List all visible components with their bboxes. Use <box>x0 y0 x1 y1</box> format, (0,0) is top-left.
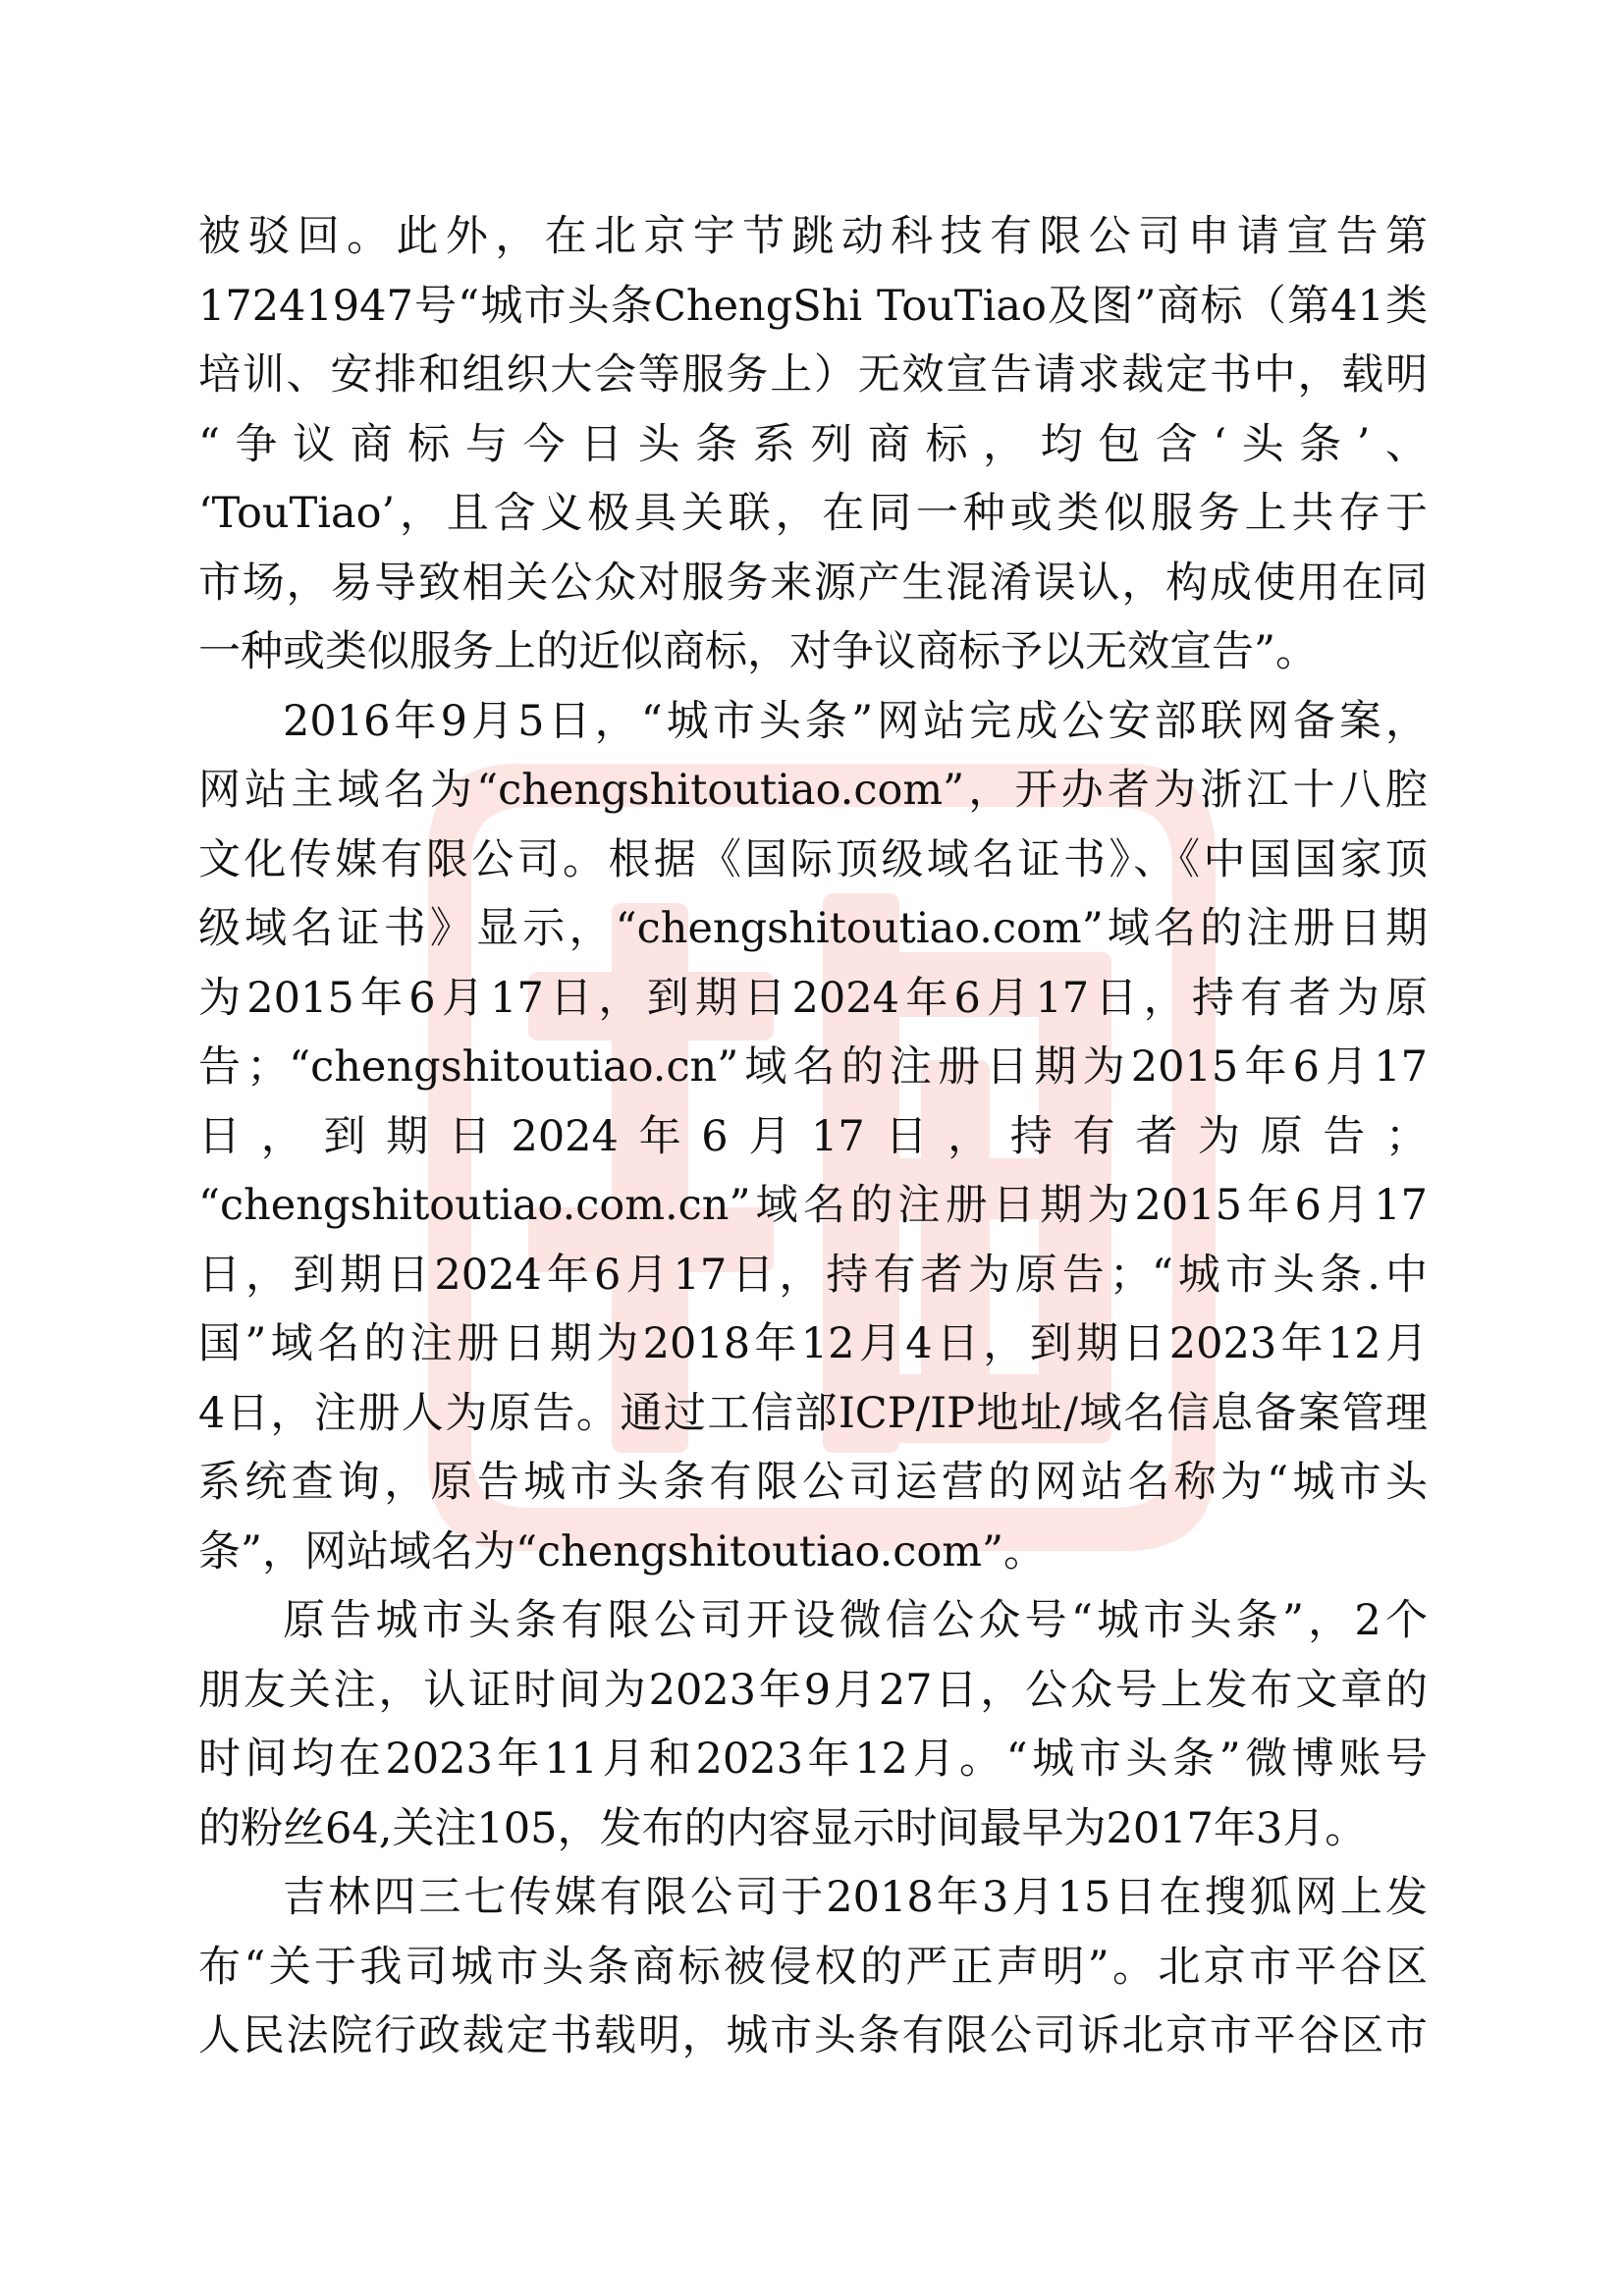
paragraph-line: 日，到期日2024年6月17日，持有者为原告； <box>198 1111 1428 1161</box>
paragraph-line: ‘TouTiao’，且含义极具关联，在同一种或类似服务上共存于 <box>198 489 1428 538</box>
paragraph-line: 朋友关注，认证时间为2023年9月27日，公众号上发布文章的 <box>198 1665 1428 1715</box>
paragraph-line: 文化传媒有限公司。根据《国际顶级域名证书》、《中国国家顶 <box>198 834 1428 884</box>
paragraph-line: 2016年9月5日，“城市头条”网站完成公安部联网备案， <box>283 696 1428 746</box>
paragraph-line: 日，到期日2024年6月17日，持有者为原告；“城市头条.中 <box>198 1250 1428 1300</box>
paragraph-line: 为2015年6月17日，到期日2024年6月17日，持有者为原 <box>198 973 1428 1023</box>
paragraph-line: “chengshitoutiao.com.cn”域名的注册日期为2015年6月17 <box>198 1181 1428 1230</box>
document-body <box>198 202 1428 2071</box>
paragraph-2 <box>198 687 1428 1587</box>
paragraph-line: 原告城市头条有限公司开设微信公众号“城市头条”，2个 <box>283 1596 1428 1645</box>
paragraph-line: 级域名证书》显示，“chengshitoutiao.com”域名的注册日期 <box>198 904 1428 953</box>
paragraph-line: 人民法院行政裁定书载明，城市头条有限公司诉北京市平谷区市 <box>198 2011 1428 2060</box>
paragraph-line: 4日，注册人为原告。通过工信部ICP/IP地址/域名信息备案管理 <box>198 1388 1428 1438</box>
paragraph-line: 时间均在2023年11月和2023年12月。“城市头条”微博账号 <box>198 1735 1428 1784</box>
paragraph-line: 被驳回。此外，在北京宇节跳动科技有限公司申请宣告第 <box>198 212 1428 261</box>
paragraph-line: 系统查询，原告城市头条有限公司运营的网站名称为“城市头 <box>198 1458 1428 1507</box>
paragraph-1 <box>198 202 1428 687</box>
paragraph-line: 国”域名的注册日期为2018年12月4日，到期日2023年12月 <box>198 1319 1428 1368</box>
paragraph-line: 一种或类似服务上的近似商标，对争议商标予以无效宣告”。 <box>198 627 1318 676</box>
paragraph-line: 培训、安排和组织大会等服务上）无效宣告请求裁定书中，载明 <box>198 350 1428 400</box>
paragraph-3 <box>198 1586 1428 1863</box>
paragraph-line: 的粉丝64,关注105，发布的内容显示时间最早为2017年3月。 <box>198 1803 1368 1853</box>
paragraph-line: 市场，易导致相关公众对服务来源产生混淆误认，构成使用在同 <box>198 558 1428 608</box>
paragraph-line: 告；“chengshitoutiao.cn”域名的注册日期为2015年6月17 <box>198 1042 1428 1092</box>
paragraph-4 <box>198 1863 1428 2071</box>
paragraph-line: 17241947号“城市头条ChengShi TouTiao及图”商标（第41类 <box>198 281 1428 331</box>
paragraph-line: “争议商标与今日头条系列商标，均包含‘头条’、 <box>198 419 1428 469</box>
paragraph-line: 条”，网站域名为“chengshitoutiao.com”。 <box>198 1526 1046 1576</box>
paragraph-line: 吉林四三七传媒有限公司于2018年3月15日在搜狐网上发 <box>283 1873 1428 1922</box>
paragraph-line: 网站主域名为“chengshitoutiao.com”，开办者为浙江十八腔 <box>198 766 1428 815</box>
paragraph-line: 布“关于我司城市头条商标被侵权的严正声明”。北京市平谷区 <box>198 1942 1428 1992</box>
